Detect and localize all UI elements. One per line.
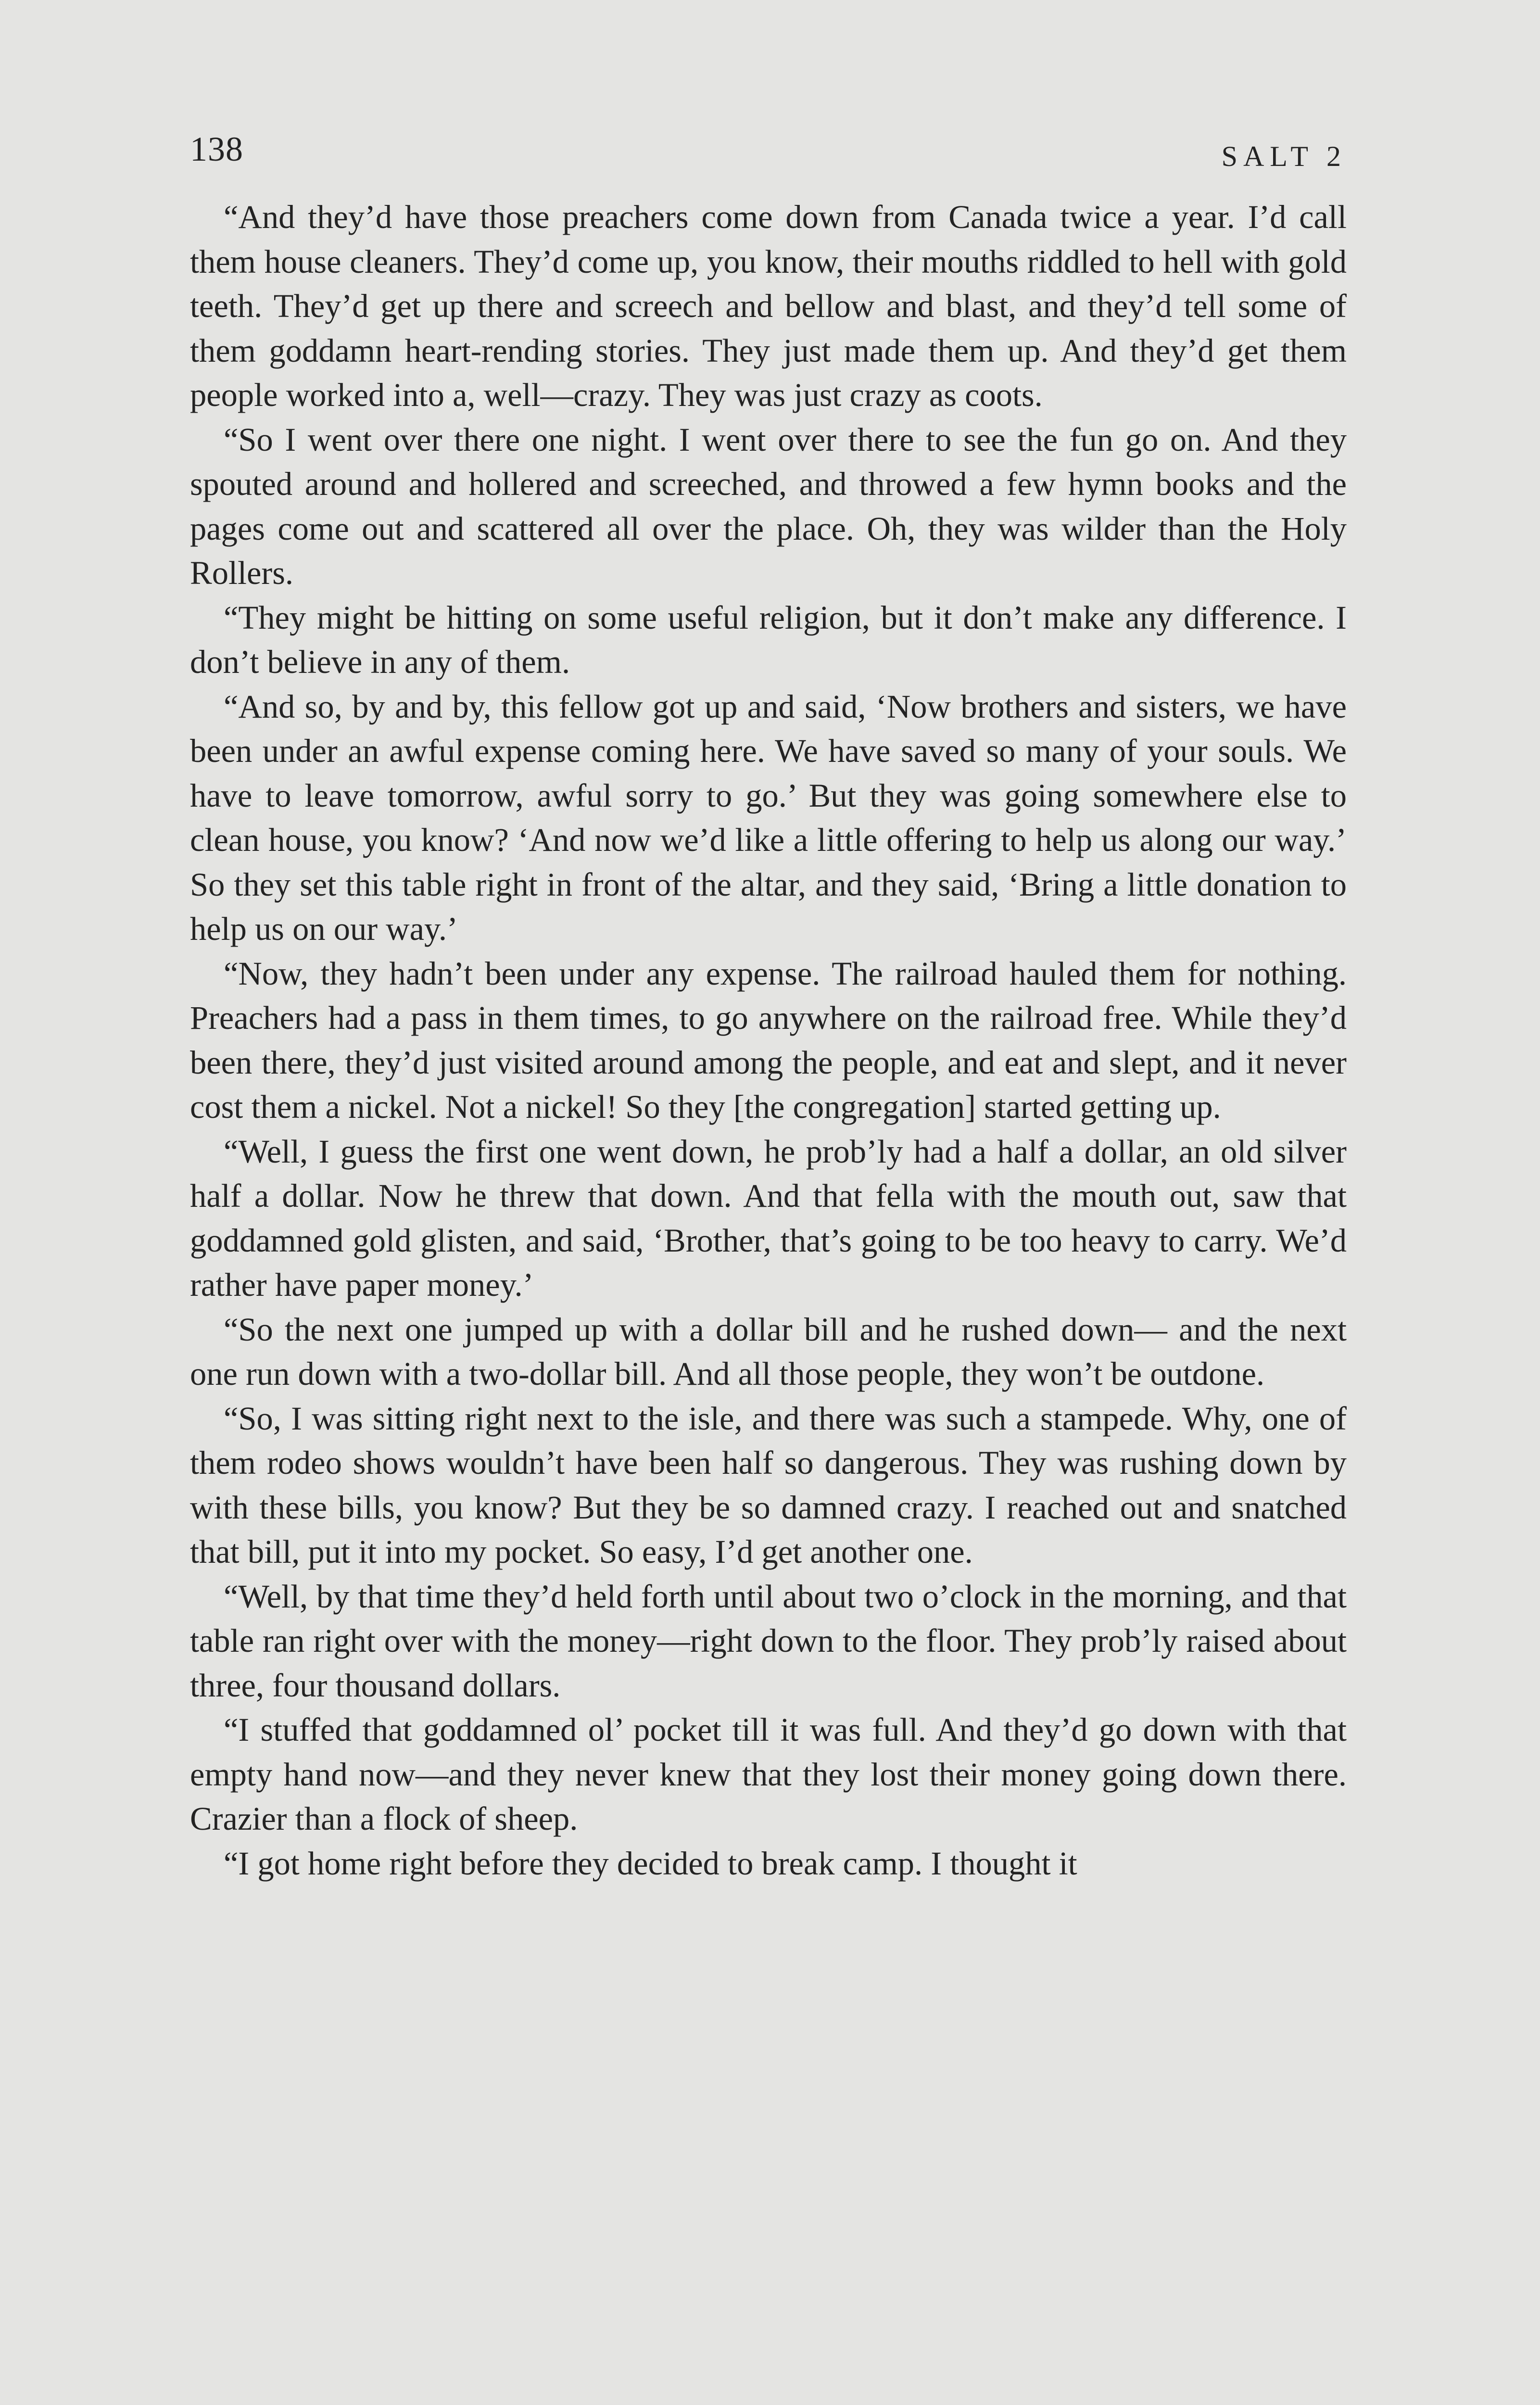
paragraph: “Now, they hadn’t been under any expense. The railroad hauled them for nothing. Preachers had a pass in them times, to go anywhere on the railroad free. While they’d been there, they’d just visited around among the people, and eat and slept, and it never cost them a nickel. Not a nickel! So they [the congregation] started getting up. <box>190 955 1347 1125</box>
paragraph: “So, I was sitting right next to the isle, and there was such a stampede. Why, one of them rodeo shows wouldn’t have been half so dangerous. They was rushing down by with these bills, you know? But they be so damned crazy. I reached out and snatched that bill, put it into my pocket. So easy, I’d get another one. <box>190 1400 1347 1570</box>
paragraph: “I stuffed that goddamned ol’ pocket till it was full. And they’d go down with that empty hand now—and they never knew that they lost their money going down there. Crazier than a flock of sheep. <box>190 1711 1347 1837</box>
body-text <box>190 195 1347 1886</box>
paragraph: “And so, by and by, this fellow got up and said, ‘Now brothers and sisters, we have been under an awful expense coming here. We have saved so many of your souls. We have to leave tomorrow, awful sorry to go.’ But they was going somewhere else to clean house, you know? ‘And now we’d like a little offering to help us along our way.’ So they set this table right in front of the altar, and they said, ‘Bring a little donation to help us on our way.’ <box>190 688 1347 947</box>
page-number: 138 <box>190 130 243 168</box>
running-head: SALT 2 <box>1221 140 1347 172</box>
paragraph: “So the next one jumped up with a dollar bill and he rushed down— and the next one run down with a two-dollar bill. And all those people, they won’t be outdone. <box>190 1311 1347 1392</box>
paragraph: “And they’d have those preachers come down from Canada twice a year. I’d call them house cleaners. They’d come up, you know, their mouths riddled to hell with gold teeth. They’d get up there and screech and bellow and blast, and they’d tell some of them goddamn heart-rending stories. They just made them up. And they’d get them people worked into a, well—crazy. They was just crazy as coots. <box>190 199 1347 413</box>
page-header <box>190 120 1347 173</box>
paragraph: “They might be hitting on some useful religion, but it don’t make any difference. I don’t believe in any of them. <box>190 599 1347 680</box>
paragraph: “I got home right before they decided to break camp. I thought it <box>224 1845 1077 1882</box>
paragraph: “Well, by that time they’d held forth until about two o’clock in the morning, and that table ran right over with the money—right down to the floor. They prob’ly raised about three, four thousand dollars. <box>190 1578 1347 1704</box>
paragraph: “So I went over there one night. I went over there to see the fun go on. And they spouted around and hollered and screeched, and throwed a few hymn books and the pages come out and scattered all over the place. Oh, they was wilder than the Holy Rollers. <box>190 421 1347 591</box>
paragraph: “Well, I guess the first one went down, he prob’ly had a half a dollar, an old silver half a dollar. Now he threw that down. And that fella with the mouth out, saw that goddamned gold glisten, and said, ‘Brother, that’s going to be too heavy to carry. We’d rather have paper money.’ <box>190 1133 1347 1303</box>
